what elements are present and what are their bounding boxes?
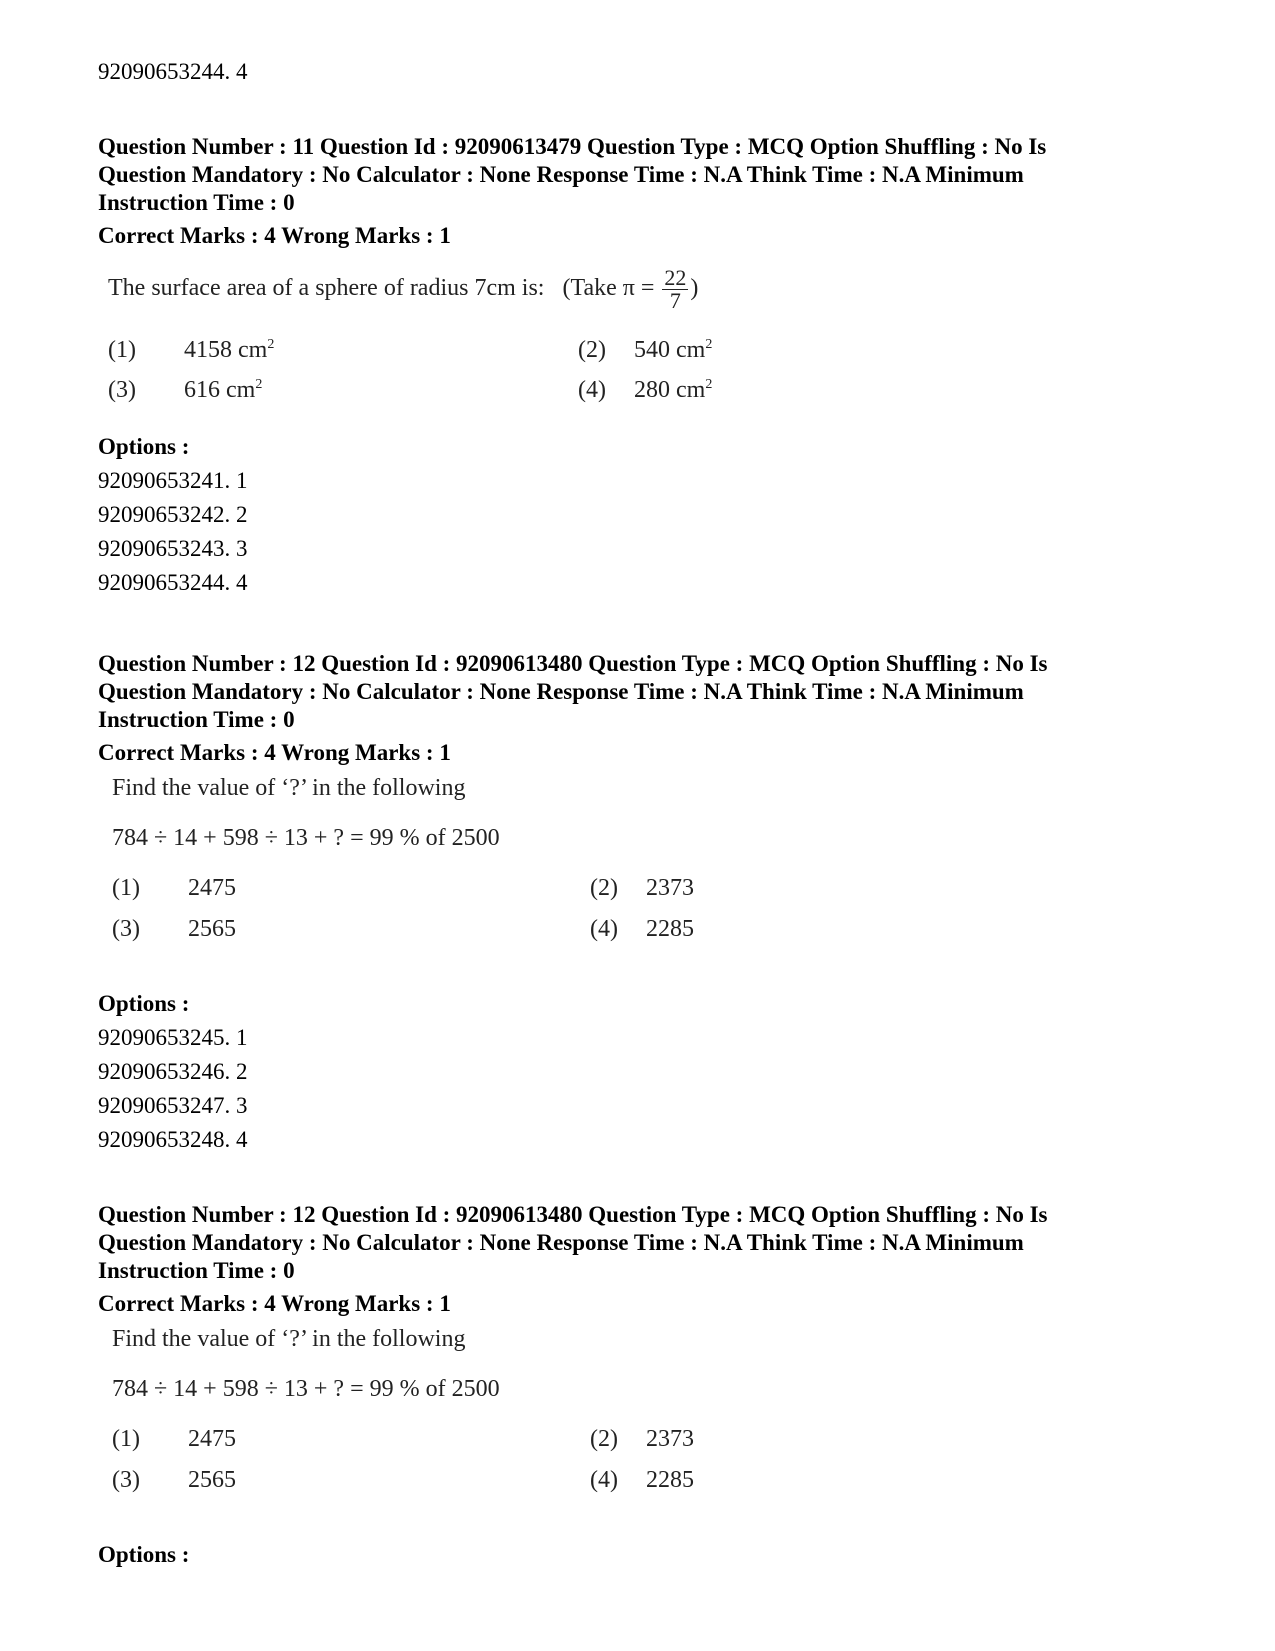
question-image xyxy=(112,1326,1012,1506)
answer-choice: (2) 2373 xyxy=(590,875,694,901)
option-line: 92090653248. 4 xyxy=(98,1127,248,1152)
answer-choice: (1) 2475 xyxy=(112,1426,236,1452)
option-line: 92090653245. 1 xyxy=(98,1025,248,1050)
answer-choice: (1) 4158 $cm^2$ xyxy=(108,337,275,363)
question-block xyxy=(98,133,1188,595)
option-line: 92090653244. 4 xyxy=(98,59,248,84)
question-header-line: Instruction Time : 0 xyxy=(98,190,295,215)
answer-choice: (2) 540 $cm^2$ xyxy=(578,337,713,363)
marks-line: Correct Marks : 4 Wrong Marks : 1 xyxy=(98,1291,451,1316)
option-line: 92090653243. 3 xyxy=(98,536,248,561)
answer-choice: (4) 2285 xyxy=(590,1467,694,1493)
answer-choice: (4) 2285 xyxy=(590,916,694,942)
marks-line: Correct Marks : 4 Wrong Marks : 1 xyxy=(98,223,451,248)
answer-choice: (1) 2475 xyxy=(112,875,236,901)
take-pi-note: (Take π = xyxy=(562,275,655,302)
options-label: Options : xyxy=(98,1542,190,1567)
answer-choice: (3) 2565 xyxy=(112,916,236,942)
question-block xyxy=(98,1201,1188,1567)
options-label: Options : xyxy=(98,434,190,459)
answer-choice: (4) 280 $cm^2$ xyxy=(578,377,713,403)
options-label: Options : xyxy=(98,991,190,1016)
question-header-line: Question Mandatory : No Calculator : None Response Time : N.A Think Time : N.A Minimum xyxy=(98,679,1024,704)
question-image xyxy=(112,775,1012,955)
marks-line: Correct Marks : 4 Wrong Marks : 1 xyxy=(98,740,451,765)
answer-choice: (2) 2373 xyxy=(590,1426,694,1452)
question-header-line: Question Mandatory : No Calculator : None Response Time : N.A Think Time : N.A Minimum xyxy=(98,162,1024,187)
question-text: Find the value of ‘?’ in the following xyxy=(112,1326,466,1352)
question-header-line: Question Mandatory : No Calculator : None Response Time : N.A Think Time : N.A Minimum xyxy=(98,1230,1024,1255)
option-line: 92090653246. 2 xyxy=(98,1059,248,1084)
pi-fraction: $\frac{22}{7}$ xyxy=(664,265,687,313)
equation: 784 ÷ 14 + 598 ÷ 13 + ? = 99 % of 2500 xyxy=(112,825,500,851)
question-text: Find the value of ‘?’ in the following xyxy=(112,775,466,801)
answer-choice: (3) 2565 xyxy=(112,1467,236,1493)
question-header-line: Instruction Time : 0 xyxy=(98,1258,295,1283)
question-header-line: Question Number : 11 Question Id : 92090613479 Question Type : MCQ Option Shuffling : No Is xyxy=(98,134,1047,159)
question-block xyxy=(98,650,1188,1152)
question-text: The surface area of a sphere of radius 7cm is: (Take π = $\frac{22}{7}$ ) xyxy=(108,265,699,313)
question-header-line: Question Number : 12 Question Id : 92090613480 Question Type : MCQ Option Shuffling : No Is xyxy=(98,651,1048,676)
option-line: 92090653241. 1 xyxy=(98,468,248,493)
option-line: 92090653242. 2 xyxy=(98,502,248,527)
equation: 784 ÷ 14 + 598 ÷ 13 + ? = 99 % of 2500 xyxy=(112,1376,500,1402)
answer-choice: (3) 616 $cm^2$ xyxy=(108,377,263,403)
question-image xyxy=(108,255,1008,405)
question-header-line: Question Number : 12 Question Id : 92090613480 Question Type : MCQ Option Shuffling : No Is xyxy=(98,1202,1048,1227)
question-header-line: Instruction Time : 0 xyxy=(98,707,295,732)
option-line: 92090653244. 4 xyxy=(98,570,248,595)
option-line: 92090653247. 3 xyxy=(98,1093,248,1118)
